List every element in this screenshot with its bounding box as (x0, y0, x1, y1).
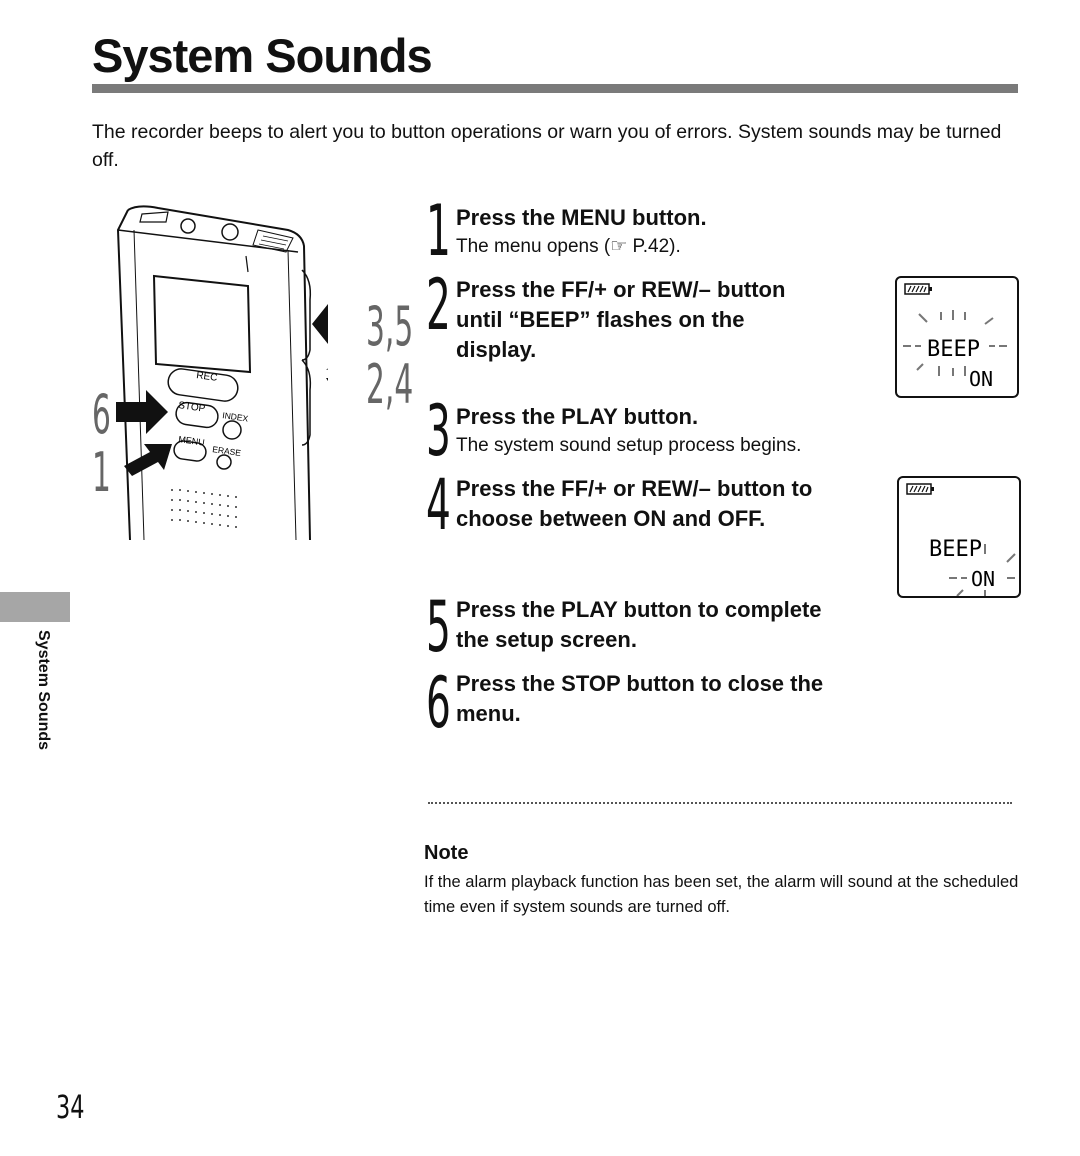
step-description: The menu opens (☞ P.42). (456, 236, 681, 257)
page-number: 34 (56, 1088, 85, 1126)
arrow-label-1: 1 (92, 441, 111, 504)
note-heading: Note (424, 842, 469, 864)
stop-label: STOP (177, 400, 206, 415)
menu-label: MENU (177, 434, 206, 448)
arrow-right-icon (124, 444, 172, 476)
section-tab (0, 592, 70, 622)
step-number: 6 (426, 662, 451, 744)
arrow-label-6: 6 (92, 383, 111, 446)
recorder-illustration (88, 200, 328, 545)
step-heading: Press the FF/+ or REW/– button to choose between ON and OFF. (456, 476, 813, 531)
note-text: If the alarm playback function has been set, the alarm will sound at the scheduled time even if system sounds are turned off. (424, 873, 1019, 916)
lcd-line2: ON (969, 367, 994, 391)
step-number: 5 (426, 586, 451, 668)
step-heading: Press the MENU button. (456, 205, 707, 230)
step-description: The system sound setup process begins. (456, 435, 802, 456)
section-label: System Sounds (35, 630, 52, 751)
step-heading: Press the STOP button to close the menu. (456, 671, 824, 726)
step-number: 2 (426, 264, 451, 346)
step-heading: Press the FF/+ or REW/– button until “BEEP” flashes on the display. (456, 277, 786, 362)
step-heading: Press the PLAY button. (456, 404, 699, 429)
rec-label: REC (195, 370, 219, 384)
step-heading: Press the PLAY button to complete the setup screen. (456, 597, 822, 652)
arrow-label-3-5: 3,5 (366, 295, 414, 358)
step-number: 1 (426, 190, 451, 272)
lcd-line1: BEEP (927, 337, 980, 362)
note-divider (428, 802, 1012, 804)
lcd-line2: ON (971, 567, 996, 591)
arrow-label-2-4: 2,4 (366, 353, 414, 416)
erase-label: ERASE (211, 444, 242, 458)
recorder-body (88, 200, 328, 540)
arrow-left-icon (312, 304, 328, 344)
index-label: INDEX (221, 410, 249, 424)
title-rule (92, 84, 1018, 93)
lcd-line1: BEEP (929, 537, 982, 562)
page-title: System Sounds (92, 29, 432, 82)
lcd-display (897, 476, 1021, 598)
step-number: 4 (426, 464, 451, 546)
intro-text: The recorder beeps to alert you to button operations or warn you of errors. System sounds may be turned off. (92, 121, 1002, 171)
lcd-display (895, 276, 1019, 398)
step-number: 3 (426, 390, 451, 472)
arrow-curve-icon (326, 357, 328, 400)
